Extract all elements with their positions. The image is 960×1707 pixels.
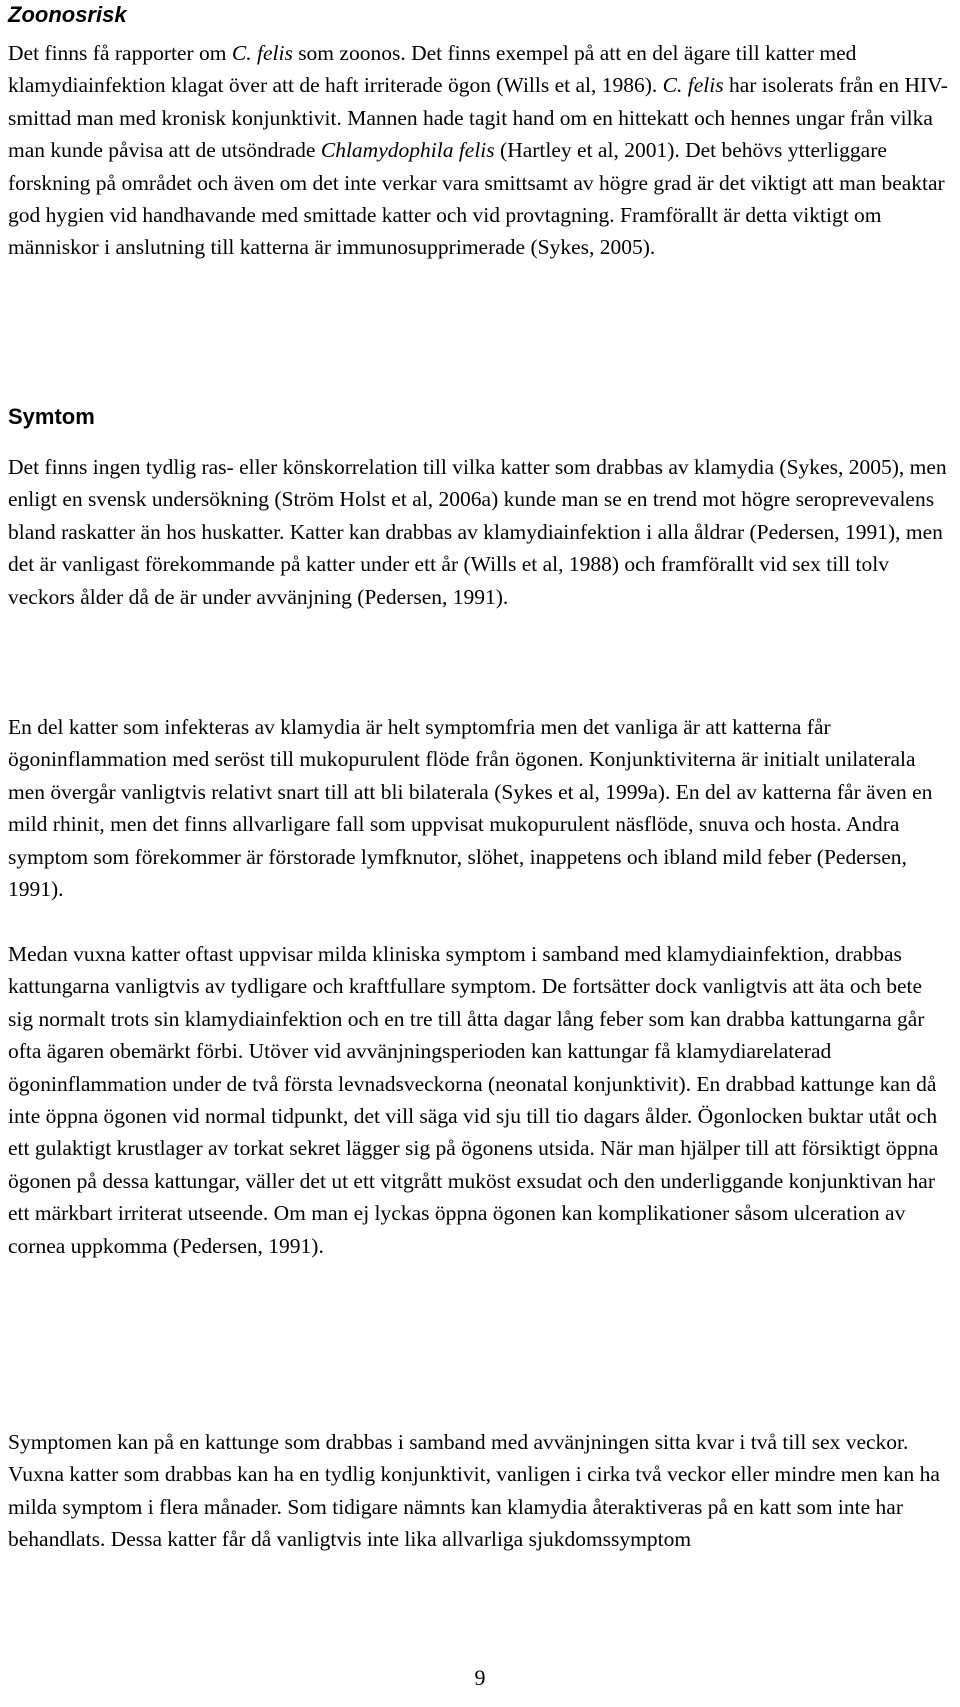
paragraph-symtom-3: Medan vuxna katter oftast uppvisar milda kliniska symptom i samband med klamydiainfektion, drabbas kattungarna vanligtvis av tydligare och kraftfullare symptom. De fortsätter dock vanligtvis att äta och bete sig normalt trots sin klamydiainfektion och en tre till åtta dagar lång feber som kan drabba kattungarna går ofta ägaren obemärkt förbi. Utöver vid avvänjningsperioden kan kattungar få klamydiarelaterad ögoninflammation under de två första levnadsveckorna (neonatal konjunktivit). En drabbad kattunge kan då inte öppna ögonen vid normal tidpunkt, det vill säga vid sju till tio dagars ålder. Ögonlocken buktar utåt och ett gulaktigt krustlager av torkat sekret lägger sig på ögonens utsida. När man hjälper till att försiktigt öppna ögonen på dessa kattungar, väller det ut ett vitgrått muköst exsudat och den underliggande konjunktivan har ett märkbart irriterat utseende. Om man ej lyckas öppna ögonen kan komplikationer såsom ulceration av cornea uppkomma (Pedersen, 1991).	[8, 942, 939, 1258]
species-name: C. felis	[662, 73, 724, 98]
paragraph-symtom-1: Det finns ingen tydlig ras- eller könskorrelation till vilka katter som drabbas av klamydia (Sykes, 2005), men enligt en svensk undersökning (Ström Holst et al, 2006a) kunde man se en trend mot högre seroprevevalens bland raskatter än hos huskatter. Katter kan drabbas av klamydiainfektion i alla åldrar (Pedersen, 1991), men det är vanligast förekommande på katter under ett år (Wills et al, 1988) och framförallt vid sex till tolv veckors ålder då de är under avvänjning (Pedersen, 1991).	[8, 455, 947, 609]
paragraph-symtom-2: En del katter som infekteras av klamydia är helt symptomfria men det vanliga är att katterna får ögoninflammation med seröst till mukopurulent flöde från ögonen. Konjunktiviterna är initialt unilaterala men övergår vanligtvis relativt snart till att bli bilaterala (Sykes et al, 1999a). En del av katterna får även en mild rhinit, men det finns allvarligare fall som uppvisat mukopurulent näsflöde, snuva och hosta. Andra symptom som förekommer är förstorade lymfknutor, slöhet, inappetens och ibland mild feber (Pedersen, 1991).	[8, 715, 933, 902]
paragraph-zoonosrisk	[8, 37, 948, 264]
section-heading-symtom: Symtom	[8, 404, 95, 429]
text-run: har isolerats från en HIV-smittad man med kronisk konjunktivit. Mannen hade tagit hand om en hittekatt och hennes ungar från vilka man kunde påvisa att de utsöndrade	[8, 73, 948, 163]
species-name: C. felis	[231, 41, 293, 65]
section-heading-zoonosrisk: Zoonosrisk	[8, 2, 127, 27]
text-run: som zoonos. Det finns exempel på att en del ägare till katter med klamydiainfektion klagat över att de haft irriterade ögon (Wills et al, 1986).	[8, 41, 857, 98]
text-run: Det finns få rapporter om	[8, 41, 232, 65]
species-name: Chlamydophila felis	[320, 138, 495, 163]
page-number: 9	[474, 1665, 486, 1690]
paragraph-symtom-4: Symptomen kan på en kattunge som drabbas i samband med avvänjningen sitta kvar i två till sex veckor. Vuxna katter som drabbas kan ha en tydlig konjunktivit, vanligen i cirka två veckor eller mindre men kan ha milda symptom i flera månader. Som tidigare nämnts kan klamydia återaktiveras på en katt som inte har behandlats. Dessa katter får då vanligtvis inte lika allvarliga sjukdomssymptom	[8, 1430, 940, 1552]
text-run: (Hartley et al, 2001). Det behövs ytterliggare forskning på området och även om det inte verkar vara smittsamt av högre grad är det viktigt att man beaktar god hygien vid handhavande med smittade katter och vid provtagning. Framförallt är detta viktigt om människor i anslutning till katterna är immunosupprimerade (Sykes, 2005).	[8, 138, 945, 260]
